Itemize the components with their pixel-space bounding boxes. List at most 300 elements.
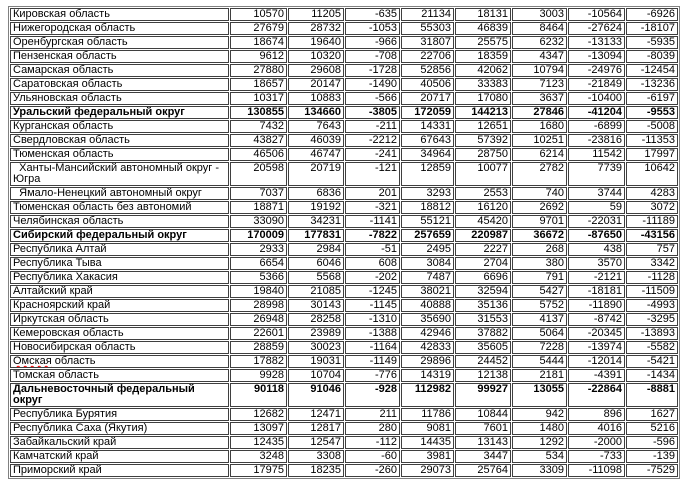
value-cell: 896 xyxy=(568,408,625,421)
value-cell: -202 xyxy=(345,271,400,284)
table-row xyxy=(10,313,678,326)
value-cell: 27846 xyxy=(512,106,567,119)
value-cell: -5582 xyxy=(626,341,678,354)
region-name-cell: Новосибирская область xyxy=(10,341,229,354)
value-cell: 28732 xyxy=(288,22,344,35)
value-cell: 112982 xyxy=(401,383,454,407)
value-cell: 2933 xyxy=(230,243,287,256)
value-cell: 29896 xyxy=(401,355,454,368)
table-row xyxy=(10,148,678,161)
value-cell: 2495 xyxy=(401,243,454,256)
value-cell: 17080 xyxy=(455,92,511,105)
value-cell: 5064 xyxy=(512,327,567,340)
value-cell: 13097 xyxy=(230,422,287,435)
value-cell: 740 xyxy=(512,187,567,200)
table-row xyxy=(10,450,678,463)
value-cell: -11098 xyxy=(568,464,625,477)
value-cell: 5366 xyxy=(230,271,287,284)
table-row xyxy=(10,327,678,340)
value-cell: 40888 xyxy=(401,299,454,312)
value-cell: -7822 xyxy=(345,229,400,242)
value-cell: 5444 xyxy=(512,355,567,368)
value-cell: -1434 xyxy=(626,369,678,382)
value-cell: 55303 xyxy=(401,22,454,35)
value-cell: 8464 xyxy=(512,22,567,35)
value-cell: 172059 xyxy=(401,106,454,119)
value-cell: 7432 xyxy=(230,120,287,133)
table-row xyxy=(10,201,678,214)
table-row xyxy=(10,355,678,368)
value-cell: -260 xyxy=(345,464,400,477)
value-cell: -1053 xyxy=(345,22,400,35)
value-cell: -1149 xyxy=(345,355,400,368)
value-cell: 25764 xyxy=(455,464,511,477)
value-cell: 3308 xyxy=(288,450,344,463)
value-cell: -112 xyxy=(345,436,400,449)
value-cell: 17882 xyxy=(230,355,287,368)
region-name-cell: Алтайский край xyxy=(10,285,229,298)
table-row xyxy=(10,464,678,477)
value-cell: -4993 xyxy=(626,299,678,312)
value-cell: 3248 xyxy=(230,450,287,463)
region-name-cell: Республика Хакасия xyxy=(10,271,229,284)
value-cell: 4137 xyxy=(512,313,567,326)
value-cell: 19840 xyxy=(230,285,287,298)
value-cell: 12138 xyxy=(455,369,511,382)
table-row xyxy=(10,229,678,242)
value-cell: -12454 xyxy=(626,64,678,77)
region-name-cell: Челябинская область xyxy=(10,215,229,228)
value-cell: 27679 xyxy=(230,22,287,35)
value-cell: 10794 xyxy=(512,64,567,77)
region-name-cell: Иркутская область xyxy=(10,313,229,326)
region-name-cell: Республика Тыва xyxy=(10,257,229,270)
value-cell: 4347 xyxy=(512,50,567,63)
value-cell: -2000 xyxy=(568,436,625,449)
value-cell: 20719 xyxy=(288,162,344,186)
value-cell: 280 xyxy=(345,422,400,435)
value-cell: 134660 xyxy=(288,106,344,119)
value-cell: 9081 xyxy=(401,422,454,435)
value-cell: -13893 xyxy=(626,327,678,340)
value-cell: 13143 xyxy=(455,436,511,449)
value-cell: 37882 xyxy=(455,327,511,340)
value-cell: 28750 xyxy=(455,148,511,161)
table-row xyxy=(10,36,678,49)
region-name-cell: Сибирский федеральный округ xyxy=(10,229,229,242)
value-cell: -6899 xyxy=(568,120,625,133)
value-cell: 7487 xyxy=(401,271,454,284)
value-cell: -2121 xyxy=(568,271,625,284)
value-cell: -1141 xyxy=(345,215,400,228)
value-cell: -11509 xyxy=(626,285,678,298)
value-cell: 2227 xyxy=(455,243,511,256)
value-cell: -8881 xyxy=(626,383,678,407)
value-cell: 3309 xyxy=(512,464,567,477)
region-name-cell: Кировская область xyxy=(10,8,229,21)
value-cell: -13974 xyxy=(568,341,625,354)
value-cell: 30143 xyxy=(288,299,344,312)
region-name-cell: Уральский федеральный округ xyxy=(10,106,229,119)
value-cell: 32594 xyxy=(455,285,511,298)
value-cell: 10320 xyxy=(288,50,344,63)
value-cell: 3084 xyxy=(401,257,454,270)
table-row xyxy=(10,341,678,354)
value-cell: 42946 xyxy=(401,327,454,340)
value-cell: 201 xyxy=(345,187,400,200)
value-cell: -8742 xyxy=(568,313,625,326)
value-cell: 34964 xyxy=(401,148,454,161)
value-cell: 27880 xyxy=(230,64,287,77)
table-row xyxy=(10,78,678,91)
region-name-cell: Нижегородская область xyxy=(10,22,229,35)
value-cell: 55121 xyxy=(401,215,454,228)
value-cell: 90118 xyxy=(230,383,287,407)
value-cell: -3805 xyxy=(345,106,400,119)
value-cell: 21134 xyxy=(401,8,454,21)
value-cell: 2181 xyxy=(512,369,567,382)
value-cell: -13094 xyxy=(568,50,625,63)
value-cell: -5935 xyxy=(626,36,678,49)
value-cell: 38021 xyxy=(401,285,454,298)
table-row xyxy=(10,408,678,421)
table-row xyxy=(10,187,678,200)
value-cell: 438 xyxy=(568,243,625,256)
region-name-cell: Республика Саха (Якутия) xyxy=(10,422,229,435)
value-cell: 4016 xyxy=(568,422,625,435)
table-row xyxy=(10,50,678,63)
value-cell: 3570 xyxy=(568,257,625,270)
value-cell: -13236 xyxy=(626,78,678,91)
region-name-cell: Камчатский край xyxy=(10,450,229,463)
value-cell: 3072 xyxy=(626,201,678,214)
value-cell: -8039 xyxy=(626,50,678,63)
value-cell: 35136 xyxy=(455,299,511,312)
value-cell: 42062 xyxy=(455,64,511,77)
value-cell: 18235 xyxy=(288,464,344,477)
value-cell: 20717 xyxy=(401,92,454,105)
value-cell: 7739 xyxy=(568,162,625,186)
value-cell: 12471 xyxy=(288,408,344,421)
table-row xyxy=(10,215,678,228)
value-cell: -60 xyxy=(345,450,400,463)
value-cell: 33383 xyxy=(455,78,511,91)
value-cell: -211 xyxy=(345,120,400,133)
value-cell: 35690 xyxy=(401,313,454,326)
value-cell: 19640 xyxy=(288,36,344,49)
table-row xyxy=(10,243,678,256)
value-cell: -10400 xyxy=(568,92,625,105)
value-cell: 12859 xyxy=(401,162,454,186)
regions-table-container xyxy=(8,6,680,479)
value-cell: -1388 xyxy=(345,327,400,340)
value-cell: 46839 xyxy=(455,22,511,35)
value-cell: -241 xyxy=(345,148,400,161)
region-name-cell: Томская область xyxy=(10,369,229,382)
region-name-cell: Ульяновская область xyxy=(10,92,229,105)
table-row xyxy=(10,422,678,435)
value-cell: 2692 xyxy=(512,201,567,214)
value-cell: -9553 xyxy=(626,106,678,119)
value-cell: 3744 xyxy=(568,187,625,200)
value-cell: 380 xyxy=(512,257,567,270)
value-cell: -11189 xyxy=(626,215,678,228)
value-cell: 31807 xyxy=(401,36,454,49)
value-cell: -321 xyxy=(345,201,400,214)
value-cell: 10077 xyxy=(455,162,511,186)
value-cell: -43156 xyxy=(626,229,678,242)
value-cell: -41204 xyxy=(568,106,625,119)
value-cell: 14435 xyxy=(401,436,454,449)
value-cell: 25575 xyxy=(455,36,511,49)
value-cell: 33090 xyxy=(230,215,287,228)
value-cell: 3981 xyxy=(401,450,454,463)
value-cell: 3293 xyxy=(401,187,454,200)
value-cell: 5216 xyxy=(626,422,678,435)
value-cell: 1680 xyxy=(512,120,567,133)
value-cell: 26948 xyxy=(230,313,287,326)
value-cell: 14331 xyxy=(401,120,454,133)
value-cell: 46506 xyxy=(230,148,287,161)
value-cell: -18181 xyxy=(568,285,625,298)
value-cell: 7643 xyxy=(288,120,344,133)
value-cell: -5421 xyxy=(626,355,678,368)
value-cell: -22031 xyxy=(568,215,625,228)
region-name-cell: Приморский край xyxy=(10,464,229,477)
value-cell: 1480 xyxy=(512,422,567,435)
value-cell: -966 xyxy=(345,36,400,49)
value-cell: 29608 xyxy=(288,64,344,77)
value-cell: 12817 xyxy=(288,422,344,435)
value-cell: -11353 xyxy=(626,134,678,147)
value-cell: 2782 xyxy=(512,162,567,186)
value-cell: 10251 xyxy=(512,134,567,147)
table-row xyxy=(10,257,678,270)
value-cell: -708 xyxy=(345,50,400,63)
table-row xyxy=(10,120,678,133)
value-cell: 6836 xyxy=(288,187,344,200)
value-cell: 177831 xyxy=(288,229,344,242)
value-cell: 30023 xyxy=(288,341,344,354)
value-cell: 9612 xyxy=(230,50,287,63)
value-cell: 11786 xyxy=(401,408,454,421)
value-cell: 46039 xyxy=(288,134,344,147)
value-cell: 18871 xyxy=(230,201,287,214)
value-cell: 12547 xyxy=(288,436,344,449)
table-row xyxy=(10,299,678,312)
value-cell: 19192 xyxy=(288,201,344,214)
value-cell: 46747 xyxy=(288,148,344,161)
region-name-cell: Республика Бурятия xyxy=(10,408,229,421)
value-cell: 11205 xyxy=(288,8,344,21)
value-cell: 24452 xyxy=(455,355,511,368)
region-name-cell: Дальневосточный федеральный округ xyxy=(10,383,229,407)
value-cell: -12014 xyxy=(568,355,625,368)
table-row xyxy=(10,64,678,77)
value-cell: 6214 xyxy=(512,148,567,161)
table-row xyxy=(10,134,678,147)
value-cell: -51 xyxy=(345,243,400,256)
value-cell: -6926 xyxy=(626,8,678,21)
region-name-cell: Ямало-Ненецкий автономный округ xyxy=(10,187,229,200)
value-cell: 17975 xyxy=(230,464,287,477)
region-name-cell: Красноярский край xyxy=(10,299,229,312)
value-cell: 5568 xyxy=(288,271,344,284)
value-cell: 7123 xyxy=(512,78,567,91)
value-cell: -733 xyxy=(568,450,625,463)
value-cell: 757 xyxy=(626,243,678,256)
value-cell: 20598 xyxy=(230,162,287,186)
value-cell: 40506 xyxy=(401,78,454,91)
value-cell: 67643 xyxy=(401,134,454,147)
value-cell: 2984 xyxy=(288,243,344,256)
value-cell: 211 xyxy=(345,408,400,421)
value-cell: -13133 xyxy=(568,36,625,49)
value-cell: 3447 xyxy=(455,450,511,463)
value-cell: 34231 xyxy=(288,215,344,228)
table-row xyxy=(10,8,678,21)
value-cell: 19031 xyxy=(288,355,344,368)
value-cell: 5752 xyxy=(512,299,567,312)
value-cell: 7601 xyxy=(455,422,511,435)
region-name-cell: Самарская область xyxy=(10,64,229,77)
value-cell: -1310 xyxy=(345,313,400,326)
region-name-cell: Тюменская область xyxy=(10,148,229,161)
value-cell: 1627 xyxy=(626,408,678,421)
value-cell: -1128 xyxy=(626,271,678,284)
value-cell: -1490 xyxy=(345,78,400,91)
value-cell: 45420 xyxy=(455,215,511,228)
region-name-cell: Курганская область xyxy=(10,120,229,133)
region-name-cell: Тюменская область без автономий xyxy=(10,201,229,214)
value-cell: 18131 xyxy=(455,8,511,21)
value-cell: 1292 xyxy=(512,436,567,449)
value-cell: 59 xyxy=(568,201,625,214)
region-name-cell: Омская область xyxy=(10,355,229,368)
value-cell: 17997 xyxy=(626,148,678,161)
table-row xyxy=(10,22,678,35)
value-cell: 608 xyxy=(345,257,400,270)
value-cell: -7529 xyxy=(626,464,678,477)
value-cell: 6232 xyxy=(512,36,567,49)
value-cell: -22864 xyxy=(568,383,625,407)
value-cell: 35605 xyxy=(455,341,511,354)
region-name-cell: Республика Алтай xyxy=(10,243,229,256)
value-cell: 10883 xyxy=(288,92,344,105)
value-cell: -1145 xyxy=(345,299,400,312)
value-cell: 268 xyxy=(512,243,567,256)
value-cell: 534 xyxy=(512,450,567,463)
value-cell: 11542 xyxy=(568,148,625,161)
value-cell: 10844 xyxy=(455,408,511,421)
table-row xyxy=(10,383,678,407)
value-cell: -21849 xyxy=(568,78,625,91)
value-cell: -20345 xyxy=(568,327,625,340)
table-row xyxy=(10,285,678,298)
value-cell: -776 xyxy=(345,369,400,382)
region-name-cell: Свердловская область xyxy=(10,134,229,147)
value-cell: 12435 xyxy=(230,436,287,449)
value-cell: 14319 xyxy=(401,369,454,382)
value-cell: -24976 xyxy=(568,64,625,77)
value-cell: 57392 xyxy=(455,134,511,147)
value-cell: -18107 xyxy=(626,22,678,35)
value-cell: 20147 xyxy=(288,78,344,91)
value-cell: 28998 xyxy=(230,299,287,312)
value-cell: -6197 xyxy=(626,92,678,105)
value-cell: 791 xyxy=(512,271,567,284)
value-cell: 18812 xyxy=(401,201,454,214)
value-cell: -1728 xyxy=(345,64,400,77)
region-name-cell: Кемеровская область xyxy=(10,327,229,340)
value-cell: 42833 xyxy=(401,341,454,354)
value-cell: 2553 xyxy=(455,187,511,200)
value-cell: 7037 xyxy=(230,187,287,200)
value-cell: 16120 xyxy=(455,201,511,214)
value-cell: 130855 xyxy=(230,106,287,119)
table-row xyxy=(10,106,678,119)
value-cell: 6046 xyxy=(288,257,344,270)
value-cell: 9701 xyxy=(512,215,567,228)
value-cell: -596 xyxy=(626,436,678,449)
value-cell: 170009 xyxy=(230,229,287,242)
region-name-cell: Оренбургская область xyxy=(10,36,229,49)
value-cell: -27624 xyxy=(568,22,625,35)
value-cell: -11890 xyxy=(568,299,625,312)
value-cell: 28859 xyxy=(230,341,287,354)
value-cell: 220987 xyxy=(455,229,511,242)
value-cell: 7228 xyxy=(512,341,567,354)
value-cell: 52856 xyxy=(401,64,454,77)
value-cell: -1164 xyxy=(345,341,400,354)
value-cell: 942 xyxy=(512,408,567,421)
value-cell: -928 xyxy=(345,383,400,407)
value-cell: 99927 xyxy=(455,383,511,407)
table-row xyxy=(10,436,678,449)
value-cell: 6654 xyxy=(230,257,287,270)
value-cell: -87650 xyxy=(568,229,625,242)
value-cell: 12651 xyxy=(455,120,511,133)
value-cell: -566 xyxy=(345,92,400,105)
value-cell: -3295 xyxy=(626,313,678,326)
value-cell: 13055 xyxy=(512,383,567,407)
value-cell: 18674 xyxy=(230,36,287,49)
value-cell: 31553 xyxy=(455,313,511,326)
value-cell: -121 xyxy=(345,162,400,186)
table-body xyxy=(10,8,678,477)
value-cell: -4391 xyxy=(568,369,625,382)
table-row xyxy=(10,162,678,186)
value-cell: -23816 xyxy=(568,134,625,147)
table-row xyxy=(10,271,678,284)
value-cell: 257659 xyxy=(401,229,454,242)
value-cell: 3003 xyxy=(512,8,567,21)
value-cell: 5427 xyxy=(512,285,567,298)
table-row xyxy=(10,92,678,105)
value-cell: 6696 xyxy=(455,271,511,284)
value-cell: 10317 xyxy=(230,92,287,105)
value-cell: 4283 xyxy=(626,187,678,200)
value-cell: 22601 xyxy=(230,327,287,340)
value-cell: 21085 xyxy=(288,285,344,298)
value-cell: 28258 xyxy=(288,313,344,326)
region-name-cell: Забайкальский край xyxy=(10,436,229,449)
value-cell: -139 xyxy=(626,450,678,463)
value-cell: -5008 xyxy=(626,120,678,133)
value-cell: 9928 xyxy=(230,369,287,382)
value-cell: -1245 xyxy=(345,285,400,298)
value-cell: -2212 xyxy=(345,134,400,147)
